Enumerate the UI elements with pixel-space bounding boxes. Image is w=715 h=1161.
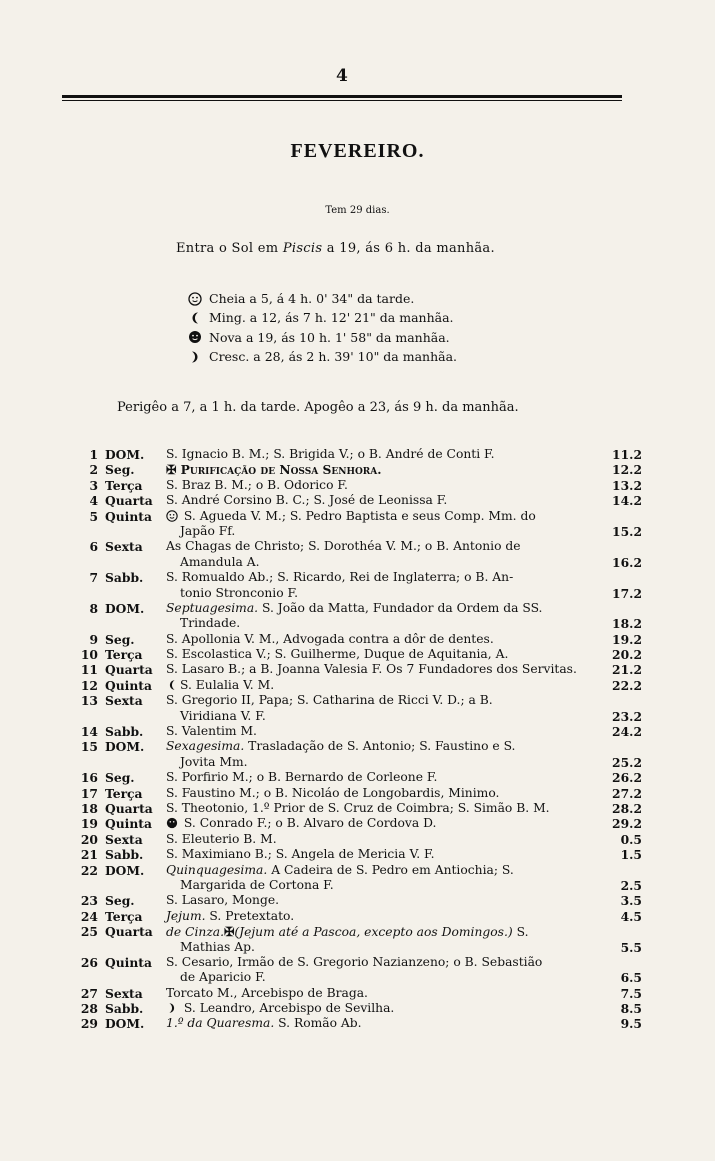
day-number: 12: [80, 677, 98, 693]
entry-continuation-line: [78, 755, 648, 770]
text-segment: S. Cesario, Irmão de S. Gregorio Nazianzeno; o B. Sebastião: [166, 954, 543, 969]
moon-age-value: 15.2: [612, 523, 642, 539]
day-number: 6: [89, 539, 98, 555]
entry-text: [166, 647, 508, 662]
text-segment: Purificação de Nossa Senhora.: [176, 462, 382, 478]
weekday: Quarta: [105, 924, 153, 940]
day-number: 1: [89, 447, 98, 462]
day-number: 19: [80, 816, 98, 832]
text-segment: S. André Corsino B. C.; S. José de Leonissa F.: [166, 493, 448, 508]
moon-age-value: 20.2: [612, 647, 642, 663]
entry-text: [166, 724, 257, 739]
moon-age-value: 26.2: [612, 770, 642, 786]
day-number: 17: [80, 785, 98, 801]
moon-age-value: 18.2: [612, 616, 642, 632]
calendar-entry: [78, 509, 648, 540]
entry-text: [180, 878, 334, 893]
moon-age-value: 14.2: [612, 493, 642, 509]
calendar-entry: [78, 570, 648, 601]
day-number: 20: [80, 831, 98, 847]
page-number: 4: [336, 66, 348, 86]
moon-age-value: 19.2: [612, 631, 642, 647]
entry-text: [166, 786, 499, 801]
entry-continuation-line: [78, 709, 648, 724]
day-number: 10: [80, 647, 98, 663]
entry-line: [78, 509, 648, 524]
calendar-entry: [78, 863, 648, 894]
entry-continuation-line: [78, 616, 648, 631]
text-segment: S. Apollonia V. M., Advogada contra a dôr de dentes.: [166, 631, 494, 646]
text-segment: Margarida de Cortona F.: [180, 877, 334, 892]
moon-age-value: 11.2: [612, 447, 642, 462]
text-segment: S. João da Matta, Fundador da Ordem da SS.: [258, 600, 543, 615]
phase-text: Cresc. a 28, ás 2 h. 39' 10" da manhãa.: [209, 348, 457, 364]
text-segment: Torcato M., Arcebispo de Braga.: [166, 985, 368, 1000]
entry-text: [180, 755, 248, 770]
text-segment: de Cinza.: [166, 925, 225, 940]
weekday: Seg.: [105, 893, 135, 909]
text-segment: S. Braz B. M.; o B. Odorico F.: [166, 477, 348, 492]
entry-continuation-line: [78, 940, 648, 955]
entry-continuation-line: [78, 586, 648, 601]
text-segment: Trasladação de S. Antonio; S. Faustino e S.: [244, 739, 516, 754]
text-segment: Quinquagesima.: [166, 862, 268, 877]
header-rule: [62, 95, 622, 98]
moon-age-value: 12.2: [612, 462, 642, 478]
cross-icon: ✠: [224, 924, 235, 940]
entry-text: [166, 662, 577, 677]
text-segment: Septuagesima.: [166, 600, 259, 615]
text-segment: S. Porfirio M.; o B. Bernardo de Corleone F.: [166, 770, 438, 785]
entry-line: [78, 986, 648, 1001]
entry-text: [166, 1001, 394, 1016]
text-segment: S. Romão Ab.: [274, 1016, 362, 1031]
text-segment: Trindade.: [180, 616, 241, 631]
text-segment: Viridiana V. F.: [180, 708, 266, 723]
moon-age-value: 23.2: [612, 708, 642, 724]
moon-age-value: 27.2: [612, 785, 642, 801]
entry-line: [78, 478, 648, 493]
entry-text: [180, 970, 266, 985]
calendar-entry: [78, 662, 648, 677]
entry-line: [78, 493, 648, 508]
moon-age-value: 21.2: [612, 662, 642, 678]
entry-text: [166, 493, 447, 508]
entry-line: [78, 570, 648, 585]
entry-line: [78, 955, 648, 970]
day-number: 25: [80, 924, 98, 940]
moon-age-value: 2.5: [620, 877, 642, 893]
entry-text: [166, 832, 277, 847]
text-segment: S. Pretextato.: [205, 908, 295, 923]
last-quarter-icon: [166, 679, 178, 691]
entry-continuation-line: [78, 524, 648, 539]
entry-text: [166, 847, 435, 862]
days-count: Tem 29 dias.: [325, 205, 390, 216]
weekday: DOM.: [105, 447, 145, 462]
entry-text: [166, 693, 493, 708]
text-segment: S. Escolastica V.; S. Guilherme, Duque de Aquitania, A.: [166, 647, 509, 662]
text-segment: S. Maximiano B.; S. Angela de Mericia V. F.: [166, 847, 435, 862]
text-segment: S. Valentim M.: [166, 724, 257, 739]
text-segment: S. Gregorio II, Papa; S. Catharina de Ricci V. D.; a B.: [166, 693, 493, 708]
text-segment: A Cadeira de S. Pedro em Antiochia; S.: [267, 862, 514, 877]
perigee-apogee-line: Perigêo a 7, a 1 h. da tarde. Apogêo a 23, ás 9 h. da manhãa.: [117, 400, 519, 415]
weekday: Terça: [105, 908, 143, 924]
calendar-entry: [78, 986, 648, 1001]
entry-text: [166, 601, 542, 616]
text-segment: Japão Ff.: [180, 523, 236, 538]
weekday: Sexta: [105, 539, 143, 555]
calendar-entry: [78, 647, 648, 662]
new-moon-icon: [188, 330, 202, 344]
cross-icon: ✠: [166, 462, 177, 478]
moon-age-value: 25.2: [612, 754, 642, 770]
entry-line: [78, 539, 648, 554]
weekday: Quinta: [105, 677, 152, 693]
calendar-entry: [78, 1016, 648, 1031]
entry-line: [78, 770, 648, 785]
text-segment: Jejum.: [166, 908, 206, 923]
entry-line: [78, 847, 648, 862]
weekday: Quarta: [105, 800, 153, 816]
day-number: 21: [80, 847, 98, 863]
text-segment: S. Romualdo Ab.; S. Ricardo, Rei de Inglaterra; o B. An-: [166, 570, 514, 585]
entry-line: [78, 447, 648, 462]
calendar-entry: [78, 632, 648, 647]
calendar-entry: [78, 724, 648, 739]
weekday: Sabb.: [105, 1001, 144, 1017]
header-rule-thin: [62, 100, 622, 101]
moon-age-value: 22.2: [612, 677, 642, 693]
day-number: 28: [80, 1001, 98, 1017]
moon-age-value: 3.5: [620, 893, 642, 909]
text-segment: de Aparicio F.: [180, 970, 266, 985]
calendar-entry: [78, 493, 648, 508]
entry-line: [78, 601, 648, 616]
entry-continuation-line: [78, 555, 648, 570]
entry-text: [166, 478, 348, 493]
entry-line: [78, 678, 648, 693]
weekday: DOM.: [105, 739, 145, 755]
day-number: 26: [80, 954, 98, 970]
full-moon-icon: [166, 510, 178, 522]
entry-text: [180, 616, 240, 631]
entry-line: [78, 924, 648, 939]
entry-text: [166, 739, 515, 754]
weekday: Seg.: [105, 462, 135, 478]
calendar-entry: [78, 739, 648, 770]
weekday: Sabb.: [105, 847, 144, 863]
calendar-entry: [78, 478, 648, 493]
text-segment: Amandula A.: [180, 554, 260, 569]
text-segment: S. Theotonio, 1.º Prior de S. Cruz de Coimbra; S. Simão B. M.: [166, 800, 550, 815]
entry-line: [78, 724, 648, 739]
entry-text: [166, 678, 274, 693]
entry-line: [78, 832, 648, 847]
text-segment: Sexagesima.: [166, 739, 245, 754]
weekday: Sexta: [105, 831, 143, 847]
entry-line: [78, 816, 648, 831]
entry-text: [180, 555, 260, 570]
moon-phase-new: [188, 328, 457, 347]
entry-line: [78, 1001, 648, 1016]
weekday: DOM.: [105, 600, 145, 616]
calendar-entry: [78, 893, 648, 908]
day-number: 16: [80, 770, 98, 786]
weekday: Seg.: [105, 770, 135, 786]
entry-line: [78, 801, 648, 816]
calendar-entry: [78, 816, 648, 831]
moon-age-value: 13.2: [612, 477, 642, 493]
day-number: 9: [89, 631, 98, 647]
weekday: Sexta: [105, 985, 143, 1001]
day-number: 13: [80, 693, 98, 709]
calendar-entry: [78, 770, 648, 785]
calendar-entries: [78, 447, 648, 1032]
moon-age-value: 5.5: [620, 939, 642, 955]
weekday: Terça: [105, 785, 143, 801]
moon-age-value: 28.2: [612, 800, 642, 816]
entry-text: [166, 632, 494, 647]
text-segment: Jovita Mm.: [180, 754, 248, 769]
calendar-entry: [78, 847, 648, 862]
entry-line: [78, 893, 648, 908]
day-number: 4: [89, 493, 98, 509]
text-segment: S. Lasaro, Monge.: [166, 893, 280, 908]
text-segment: S. Conrado F.; o B. Alvaro de Cordova D.: [180, 816, 437, 831]
entry-line: [78, 739, 648, 754]
weekday: Terça: [105, 477, 143, 493]
entry-text: [166, 770, 437, 785]
weekday: Seg.: [105, 631, 135, 647]
text-segment: S. Leandro, Arcebispo de Sevilha.: [180, 1001, 395, 1016]
day-number: 3: [89, 477, 98, 493]
entry-line: [78, 632, 648, 647]
entry-line: [78, 1016, 648, 1031]
new-moon-icon: [166, 817, 178, 829]
day-number: 15: [80, 739, 98, 755]
day-number: 24: [80, 908, 98, 924]
text-segment: S. Eulalia V. M.: [180, 677, 275, 692]
first-quarter-icon: [188, 350, 202, 364]
moon-age-value: 16.2: [612, 554, 642, 570]
day-number: 23: [80, 893, 98, 909]
day-number: 2: [89, 462, 98, 478]
moon-age-value: 0.5: [620, 831, 642, 847]
day-number: 22: [80, 862, 98, 878]
month-title: FEVEREIRO.: [290, 140, 425, 162]
moon-age-value: 24.2: [612, 724, 642, 740]
calendar-entry: [78, 693, 648, 724]
entry-text: [166, 986, 368, 1001]
entry-text: [166, 539, 521, 554]
day-number: 18: [80, 800, 98, 816]
moon-age-value: 9.5: [620, 1016, 642, 1032]
entry-text: [166, 1016, 362, 1031]
text-segment: S. Faustino M.; o B. Nicoláo de Longobardis, Minimo.: [166, 785, 500, 800]
calendar-entry: [78, 601, 648, 632]
entry-line: [78, 662, 648, 677]
moon-age-value: 17.2: [612, 585, 642, 601]
entry-text: [166, 816, 436, 831]
weekday: Sabb.: [105, 570, 144, 586]
day-number: 14: [80, 724, 98, 740]
weekday: Quinta: [105, 508, 152, 524]
moon-age-value: 29.2: [612, 816, 642, 832]
moon-age-value: 8.5: [620, 1001, 642, 1017]
moon-phase-last-quarter: [188, 308, 457, 327]
calendar-entry: [78, 678, 648, 693]
calendar-entry: [78, 924, 648, 955]
day-number: 5: [89, 508, 98, 524]
moon-age-value: 6.5: [620, 970, 642, 986]
text-segment: As Chagas de Christo; S. Dorothéa V. M.; o B. Antonio de: [166, 539, 521, 554]
weekday: Quarta: [105, 493, 153, 509]
entry-text: [180, 709, 266, 724]
entry-text: [166, 570, 513, 585]
weekday: Sexta: [105, 693, 143, 709]
calendar-entry: [78, 1001, 648, 1016]
moon-phase-first-quarter: [188, 347, 457, 366]
entry-text: [180, 586, 298, 601]
calendar-entry: [78, 832, 648, 847]
entry-text: [166, 955, 542, 970]
moon-age-value: 7.5: [620, 985, 642, 1001]
calendar-entry: [78, 801, 648, 816]
text-segment: (Jejum até a Pascoa, excepto aos Domingos.): [234, 925, 513, 940]
entry-line: [78, 693, 648, 708]
text-segment: Mathias Ap.: [180, 939, 255, 954]
entry-text: [166, 909, 294, 924]
entry-line: [78, 647, 648, 662]
text-segment: S.: [512, 925, 529, 940]
entry-continuation-line: [78, 970, 648, 985]
weekday: DOM.: [105, 862, 145, 878]
moon-age-value: 4.5: [620, 908, 642, 924]
entry-text: [166, 863, 514, 878]
moon-phases: [188, 289, 457, 366]
entry-text: [180, 940, 255, 955]
text-segment: S. Agueda V. M.; S. Pedro Baptista e seus Comp. Mm. do: [180, 508, 536, 523]
entry-line: [78, 909, 648, 924]
entry-text: [166, 893, 279, 908]
phase-text: Cheia a 5, á 4 h. 0' 34" da tarde.: [209, 291, 415, 306]
weekday: Quinta: [105, 954, 152, 970]
entry-continuation-line: [78, 878, 648, 893]
text-segment: S. Eleuterio B. M.: [166, 831, 277, 846]
weekday: Sabb.: [105, 724, 144, 740]
calendar-entry: [78, 955, 648, 986]
entry-text: [180, 524, 235, 539]
moon-age-value: 1.5: [620, 847, 642, 863]
calendar-entry: [78, 786, 648, 801]
calendar-entry: [78, 539, 648, 570]
day-number: 8: [89, 600, 98, 616]
text-segment: 1.º da Quaresma.: [166, 1016, 275, 1031]
entry-line: [78, 863, 648, 878]
text-segment: S. Ignacio B. M.; S. Brigida V.; o B. André de Conti F.: [166, 447, 495, 461]
phase-text: Ming. a 12, ás 7 h. 12' 21" da manhãa.: [209, 310, 454, 326]
last-quarter-icon: [188, 311, 202, 325]
day-number: 7: [89, 570, 98, 586]
full-moon-icon: [188, 292, 202, 306]
entry-text: [166, 447, 495, 462]
text-segment: tonio Stronconio F.: [180, 585, 299, 600]
entry-line: [78, 462, 648, 477]
phase-text: Nova a 19, ás 10 h. 1' 58" da manhãa.: [209, 329, 450, 345]
weekday: DOM.: [105, 1016, 145, 1032]
first-quarter-icon: [166, 1002, 178, 1014]
entry-text: [166, 924, 529, 940]
calendar-entry: [78, 909, 648, 924]
entry-text: [166, 462, 382, 478]
calendar-entry: [78, 447, 648, 462]
entry-line: [78, 786, 648, 801]
weekday: Quarta: [105, 662, 153, 678]
day-number: 11: [80, 662, 98, 678]
entry-text: [166, 509, 536, 524]
entry-text: [166, 801, 550, 816]
day-number: 29: [80, 1016, 98, 1032]
sun-entry-line: Entra o Sol em Piscis a 19, ás 6 h. da manhãa.: [176, 241, 495, 256]
weekday: Terça: [105, 647, 143, 663]
moon-phase-full: [188, 289, 457, 308]
text-segment: S. Lasaro B.; a B. Joanna Valesia F. Os 7 Fundadores dos Servitas.: [166, 662, 577, 677]
day-number: 27: [80, 985, 98, 1001]
calendar-entry: [78, 462, 648, 477]
weekday: Quinta: [105, 816, 152, 832]
